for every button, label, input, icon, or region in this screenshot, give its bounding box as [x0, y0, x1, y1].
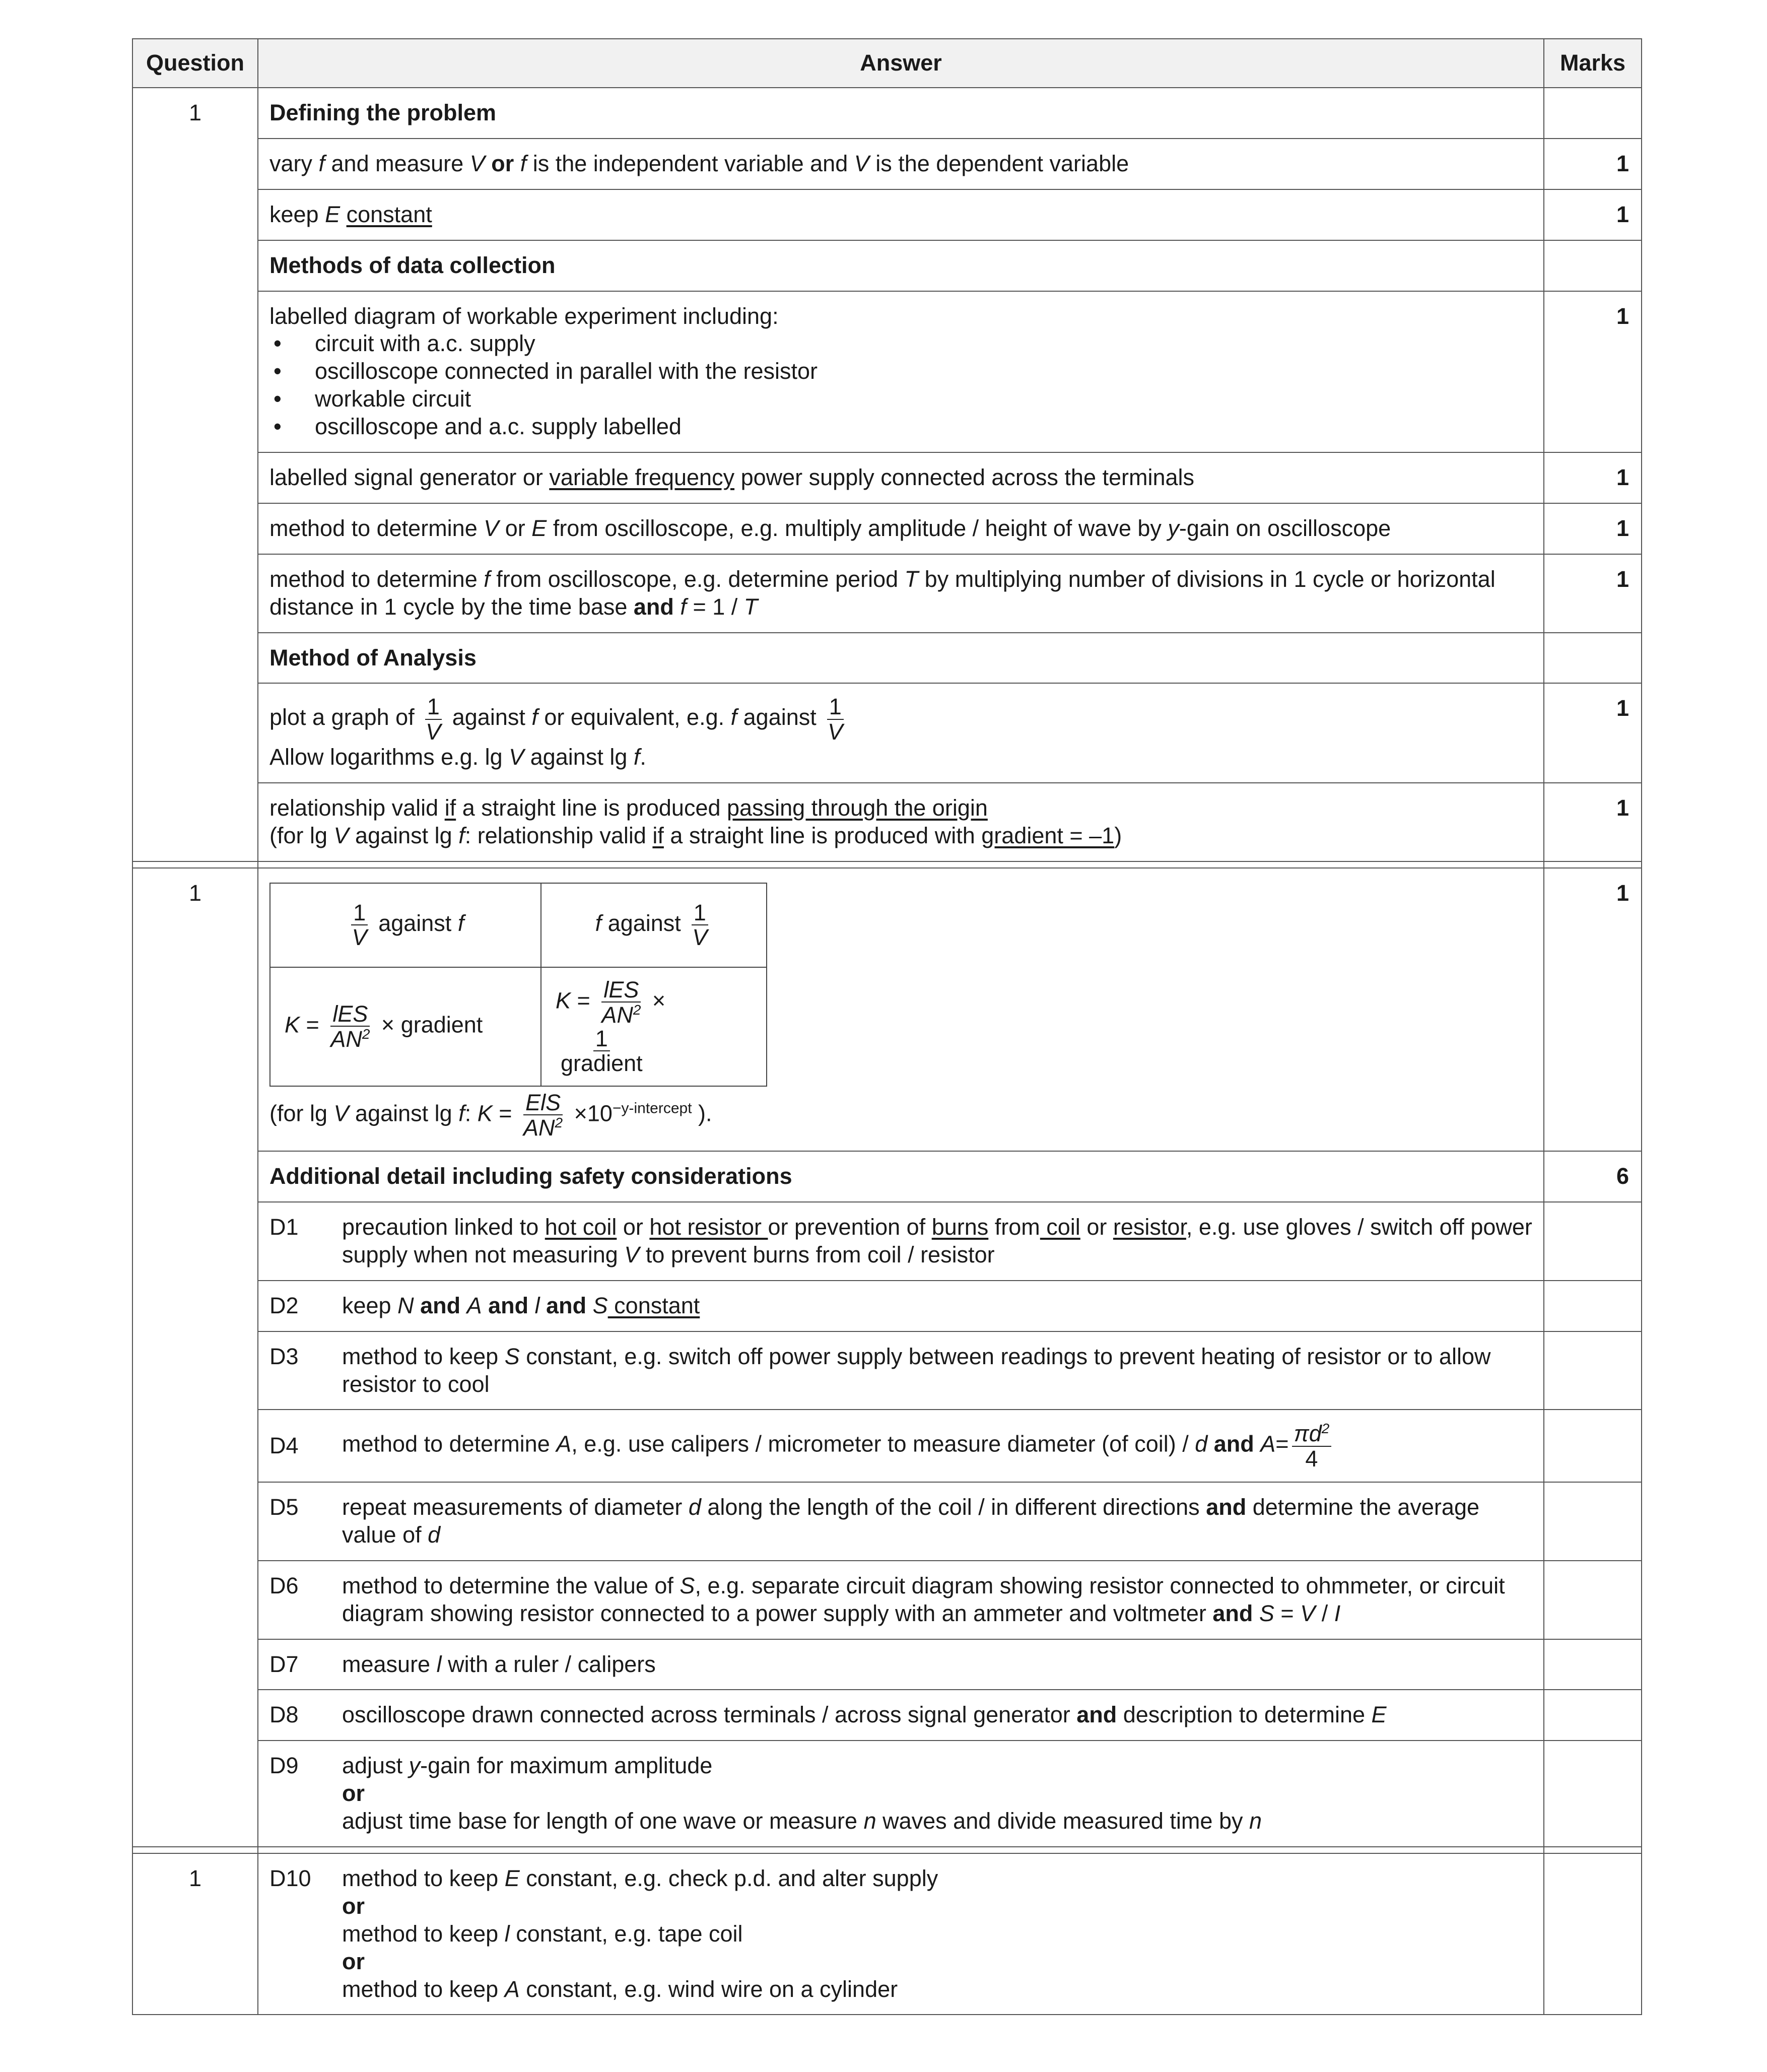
answer-cell: labelled diagram of workable experiment including: • circuit with a.c. supply • oscilloscope connected in parallel with the resistor • workable circuit • oscilloscope and a.c. supply labelled — [258, 291, 1544, 452]
detail-D4: D4 method to determine A, e.g. use calipers / micrometer to measure diameter (of coil) / d and A= $\frac{\pi d^2}{4}$ — [258, 1410, 1544, 1482]
detail-D9: D9 adjust y-gain for maximum amplitude or adjust time base for length of one wave or measure n waves and divide measured time by n — [258, 1741, 1544, 1847]
question-number: 1 — [132, 88, 258, 861]
mark-cell: 1 — [1544, 291, 1642, 452]
table-row — [132, 1202, 1642, 1281]
table-row — [132, 139, 1642, 189]
answer-cell: relationship valid if a straight line is produced passing through the origin (for lg V against lg f: relationship valid if a straight line is produced with gradient = –1) — [258, 783, 1544, 861]
log-formula: (for lg V against lg f: K = $\frac{\text{ElS}}{AN^2}$ $\times 10^{-y-intercept}$ ). — [269, 1089, 712, 1141]
header-row — [132, 39, 1642, 88]
table-row — [132, 1151, 1642, 1202]
table-row — [132, 554, 1642, 633]
fraction: $\frac{1}{V}$ — [426, 694, 441, 745]
table-row — [132, 1741, 1642, 1847]
table-row — [132, 240, 1642, 291]
formula-table — [269, 883, 767, 1087]
answer-cell: method to determine f from oscilloscope, e.g. determine period T by multiplying number of divisions in 1 cycle or horizontal distance in 1 cycle by the time base and f = 1 / T — [258, 554, 1544, 633]
detail-D3: D3 method to keep S constant, e.g. switch off power supply between readings to prevent heating of resistor or to allow resistor to cool — [258, 1331, 1544, 1410]
table-row — [132, 189, 1642, 240]
detail-D10: D10 method to keep E constant, e.g. check p.d. and alter supply or method to keep l constant, e.g. tape coil or method to keep A constant, e.g. wind wire on a cylinder — [258, 1853, 1544, 2015]
mark-cell: 1 — [1544, 452, 1642, 503]
question-number: 1 — [132, 868, 258, 1847]
mark-cell: 1 — [1544, 503, 1642, 554]
formula-2: K = $\frac{\text{lES}}{AN^2}$ × $\frac{1}{\text{gradient}}$ — [541, 967, 767, 1086]
list-item: • circuit with a.c. supply — [269, 330, 1532, 358]
mark-cell: 1 — [1544, 868, 1642, 1152]
mark-cell: 1 — [1544, 189, 1642, 240]
table-row — [132, 1690, 1642, 1741]
answer-cell: plot a graph of $\frac{1}{V}$ against f or equivalent, e.g. f against $\frac{1}{V}$ Allow logarithms e.g. lg V against lg f. — [258, 683, 1544, 782]
formula-1: K = $\frac{\text{lES}}{AN^2}$ × gradient — [270, 967, 541, 1086]
answer-cell: labelled signal generator or variable frequency power supply connected across the terminals — [258, 452, 1544, 503]
list-item: • oscilloscope and a.c. supply labelled — [269, 413, 1532, 441]
table-row — [132, 783, 1642, 861]
detail-D2: D2 keep N and A and l and S constant — [258, 1281, 1544, 1331]
table-row — [132, 1410, 1642, 1482]
header-question: Question — [132, 39, 258, 88]
table-row — [132, 1331, 1642, 1410]
table-row — [132, 633, 1642, 684]
table-row — [132, 1853, 1642, 2015]
table-row — [132, 88, 1642, 139]
table-row — [132, 868, 1642, 1152]
detail-D7: D7 measure l with a ruler / calipers — [258, 1639, 1544, 1690]
answer-cell: method to determine V or E from oscilloscope, e.g. multiply amplitude / height of wave by y-gain on oscilloscope — [258, 503, 1544, 554]
answer-cell: vary f and measure V or f is the independent variable and V is the dependent variable — [258, 139, 1544, 189]
section-separator — [132, 861, 1642, 868]
detail-D5: D5 repeat measurements of diameter d along the length of the coil / in different directions and determine the average value of d — [258, 1482, 1544, 1561]
mark-cell: 6 — [1544, 1151, 1642, 1202]
section-heading: Methods of data collection — [258, 240, 1544, 291]
mark-cell: 1 — [1544, 139, 1642, 189]
mark-cell: 1 — [1544, 683, 1642, 782]
list-item: • oscilloscope connected in parallel with the resistor — [269, 358, 1532, 385]
table-row — [132, 291, 1642, 452]
table-row — [132, 452, 1642, 503]
list-item: • workable circuit — [269, 385, 1532, 413]
section-heading: Method of Analysis — [258, 633, 1544, 684]
table-row — [132, 1561, 1642, 1639]
detail-D1: D1 precaution linked to hot coil or hot resistor or prevention of burns from coil or resistor, e.g. use gloves / switch off power supply when not measuring V to prevent burns from coil / resistor — [258, 1202, 1544, 1281]
fraction: $\frac{1}{V}$ — [828, 694, 843, 745]
answer-cell: keep E constant — [258, 189, 1544, 240]
formula-head-2: f against $\frac{1}{V}$ — [541, 883, 767, 967]
table-row — [132, 503, 1642, 554]
section-separator — [132, 1847, 1642, 1853]
mark-cell: 1 — [1544, 783, 1642, 861]
answer-cell — [258, 868, 1544, 1152]
table-row — [132, 683, 1642, 782]
detail-D6: D6 method to determine the value of S, e.g. separate circuit diagram showing resistor connected to ohmmeter, or circuit diagram showing resistor connected to a power supply with an ammeter and voltmeter and S = V / I — [258, 1561, 1544, 1639]
detail-D8: D8 oscilloscope drawn connected across terminals / across signal generator and description to determine E — [258, 1690, 1544, 1741]
header-marks: Marks — [1544, 39, 1642, 88]
table-row — [132, 1639, 1642, 1690]
mark-cell: 1 — [1544, 554, 1642, 633]
bullet-list — [269, 330, 1532, 441]
mark-scheme-table — [132, 38, 1642, 2015]
section-heading: Additional detail including safety considerations — [258, 1151, 1544, 1202]
formula-head-1: $\frac{1}{V}$ against f — [270, 883, 541, 967]
section-heading: Defining the problem — [258, 88, 1544, 139]
table-row — [132, 1281, 1642, 1331]
table-row — [132, 1482, 1642, 1561]
question-number: 1 — [132, 1853, 258, 2015]
header-answer: Answer — [258, 39, 1544, 88]
